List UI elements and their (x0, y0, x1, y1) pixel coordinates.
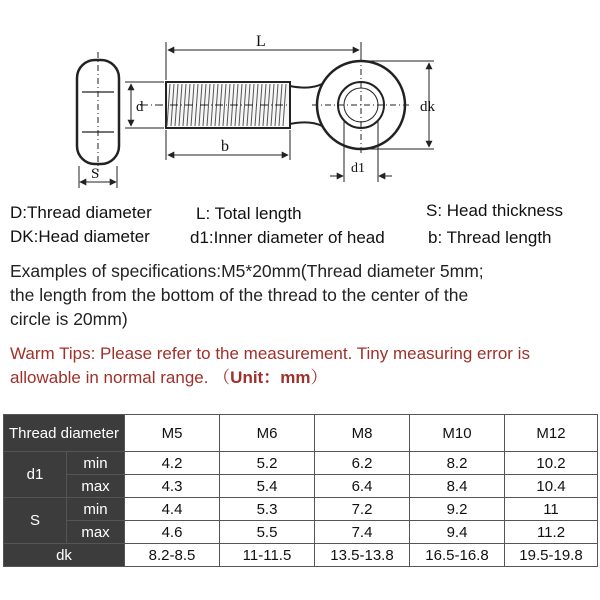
eye-head (312, 56, 412, 154)
table-cell: 7.2 (315, 498, 410, 521)
table-cell: 7.4 (315, 521, 410, 544)
eye-bolt-diagram (0, 0, 600, 200)
table-cell: 5.2 (220, 452, 315, 475)
table-cell: 8.2 (410, 452, 505, 475)
table-cell: 5.3 (220, 498, 315, 521)
legend-head-diameter: DK:Head diameter (10, 227, 150, 246)
table-row-s-max (4, 521, 598, 544)
legend-thread-diameter: D:Thread diameter (10, 203, 152, 222)
table-cell: 11-11.5 (220, 544, 315, 567)
table-cell: 4.6 (125, 521, 220, 544)
side-view (77, 52, 119, 172)
col-header: M6 (220, 415, 315, 452)
table-cell: 5.5 (220, 521, 315, 544)
table-cell: 13.5-13.8 (315, 544, 410, 567)
table-row-s-min (4, 498, 598, 521)
table-cell: 8.4 (410, 475, 505, 498)
table-cell: 10.2 (505, 452, 598, 475)
label-d1: d1 (351, 161, 365, 176)
col-header: M5 (125, 415, 220, 452)
table-cell: 9.2 (410, 498, 505, 521)
table-cell: 4.4 (125, 498, 220, 521)
table-row-dk (4, 544, 598, 567)
label-s: S (91, 166, 100, 182)
label-b: b (221, 138, 229, 155)
max-label: max (67, 521, 125, 544)
header-row (4, 415, 598, 452)
thread-diameter-header: Thread diameter (4, 415, 125, 452)
table-cell: 19.5-19.8 (505, 544, 598, 567)
table-cell: 4.2 (125, 452, 220, 475)
label-d: d (136, 99, 144, 115)
table-cell: 16.5-16.8 (410, 544, 505, 567)
table-cell: 11.2 (505, 521, 598, 544)
table-cell: 4.3 (125, 475, 220, 498)
example-line-3: circle is 20mm) (10, 309, 128, 329)
table-cell: 10.4 (505, 475, 598, 498)
table-cell: 5.4 (220, 475, 315, 498)
legend-inner-diameter: d1:Inner diameter of head (190, 228, 385, 247)
table-row-d1-max (4, 475, 598, 498)
s-row-label: S (4, 498, 67, 544)
col-header: M10 (410, 415, 505, 452)
warm-tips-prefix: allowable in normal range. （ (10, 368, 231, 387)
min-label: min (67, 498, 125, 521)
example-line-2: the length from the bottom of the thread to the center of the (10, 285, 469, 305)
table-cell: 9.4 (410, 521, 505, 544)
label-dk: dk (420, 99, 435, 115)
table-cell: 6.2 (315, 452, 410, 475)
table-cell: 11 (505, 498, 598, 521)
warm-tips-line-2 (10, 366, 327, 390)
example-line-1: Examples of specifications:M5*20mm(Thread diameter 5mm; (10, 261, 484, 281)
col-header: M8 (315, 415, 410, 452)
warm-tips-line-1: Warm Tips: Please refer to the measurement. Tiny measuring error is (10, 344, 530, 363)
legend-thread-length: b: Thread length (428, 228, 552, 247)
label-l: L (256, 33, 266, 50)
table-cell: 6.4 (315, 475, 410, 498)
warm-tips-suffix: ） (310, 368, 328, 387)
unit-label: Unit：mm (230, 368, 311, 387)
thread-shank (140, 82, 305, 128)
legend-head-thickness: S: Head thickness (426, 201, 564, 220)
max-label: max (67, 475, 125, 498)
table-row-d1-min (4, 452, 598, 475)
spec-table (3, 414, 598, 567)
dk-row-label: dk (4, 544, 125, 567)
legend-total-length: L: Total length (196, 204, 302, 223)
table-cell: 8.2-8.5 (125, 544, 220, 567)
min-label: min (67, 452, 125, 475)
col-header: M12 (505, 415, 598, 452)
d1-row-label: d1 (4, 452, 67, 498)
